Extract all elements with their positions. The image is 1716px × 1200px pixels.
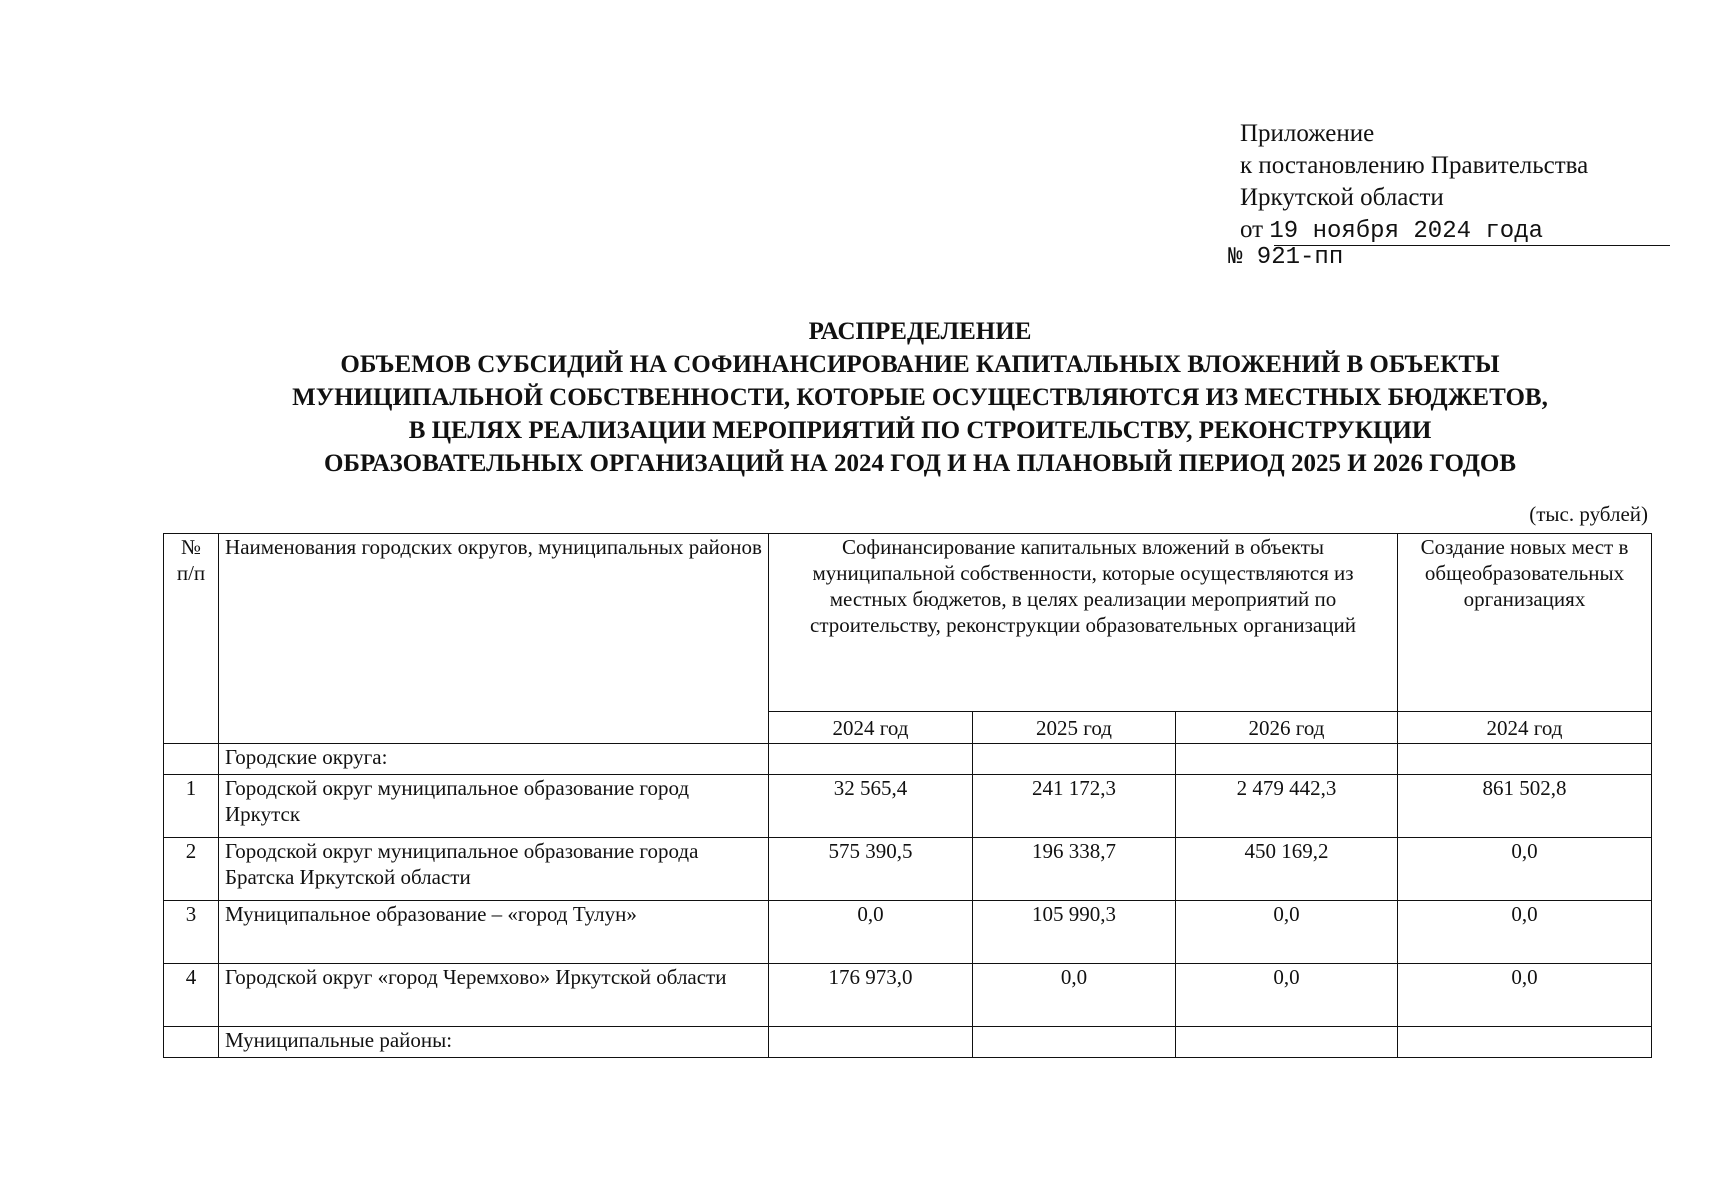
row-name: Городской округ муниципальное образование город Иркутск [219, 775, 769, 838]
section-label-districts: Муниципальные районы: [219, 1027, 769, 1058]
document-title [150, 315, 1690, 480]
appendix-block [1228, 118, 1589, 274]
subsidy-table [163, 533, 1652, 1058]
appendix-region: Иркутской области [1240, 184, 1444, 211]
cell-empty [769, 1027, 973, 1058]
value-new-places-2024: 861 502,8 [1398, 775, 1652, 838]
value-2025: 105 990,3 [973, 901, 1176, 964]
title-line-3: МУНИЦИПАЛЬНОЙ СОБСТВЕННОСТИ, КОТОРЫЕ ОСУЩЕСТВЛЯЮТСЯ ИЗ МЕСТНЫХ БЮДЖЕТОВ, [292, 384, 1548, 411]
units-label: (тыс. рублей) [1529, 502, 1648, 526]
header-year-2025: 2025 год [973, 712, 1176, 744]
value-2024: 32 565,4 [769, 775, 973, 838]
appendix-from-label: от [1240, 216, 1264, 243]
cell-empty [1398, 744, 1652, 775]
header-num: № п/п [164, 534, 219, 744]
cell-empty [164, 1027, 219, 1058]
appendix-date-line [1240, 214, 1588, 248]
title-line-1: РАСПРЕДЕЛЕНИЕ [808, 318, 1032, 345]
cell-empty [769, 744, 973, 775]
row-name: Городской округ муниципальное образование города Братска Иркутской области [219, 838, 769, 901]
row-name: Муниципальное образование – «город Тулун» [219, 901, 769, 964]
value-2024: 176 973,0 [769, 964, 973, 1027]
table-row [164, 901, 1652, 964]
appendix-title: Приложение [1240, 120, 1375, 147]
value-new-places-2024: 0,0 [1398, 901, 1652, 964]
value-2024: 575 390,5 [769, 838, 973, 901]
value-2025: 241 172,3 [973, 775, 1176, 838]
cell-empty [1398, 1027, 1652, 1058]
cell-empty [973, 744, 1176, 775]
cell-empty [1176, 744, 1398, 775]
table-row [164, 775, 1652, 838]
header-cofinancing: Софинансирование капитальных вложений в объекты муниципальной собственности, которые осуществляются из местных бюджетов, в целях реализации мероприятий по строительству, реконструкции образовательных организаций [769, 534, 1398, 712]
cell-empty [973, 1027, 1176, 1058]
row-name: Городской округ «город Черемхово» Иркутской области [219, 964, 769, 1027]
table-row [164, 964, 1652, 1027]
value-new-places-2024: 0,0 [1398, 838, 1652, 901]
title-line-4: В ЦЕЛЯХ РЕАЛИЗАЦИИ МЕРОПРИЯТИЙ ПО СТРОИТЕЛЬСТВУ, РЕКОНСТРУКЦИИ [408, 417, 1432, 444]
row-number: 1 [164, 775, 219, 838]
title-line-5: ОБРАЗОВАТЕЛЬНЫХ ОРГАНИЗАЦИЙ НА 2024 ГОД И НА ПЛАНОВЫЙ ПЕРИОД 2025 И 2026 ГОДОВ [323, 450, 1517, 477]
title-line-2: ОБЪЕМОВ СУБСИДИЙ НА СОФИНАНСИРОВАНИЕ КАПИТАЛЬНЫХ ВЛОЖЕНИЙ В ОБЪЕКТЫ [340, 351, 1500, 378]
table-row [164, 838, 1652, 901]
header-name: Наименования городских округов, муниципальных районов [219, 534, 769, 744]
row-number: 4 [164, 964, 219, 1027]
cell-empty [164, 744, 219, 775]
cell-empty [1176, 1027, 1398, 1058]
row-number: 3 [164, 901, 219, 964]
value-2025: 0,0 [973, 964, 1176, 1027]
value-new-places-2024: 0,0 [1398, 964, 1652, 1027]
section-row-districts [164, 1027, 1652, 1058]
header-year-2024: 2024 год [769, 712, 973, 744]
header-row-1 [164, 534, 1652, 712]
appendix-number: № 921-пп [1228, 244, 1344, 271]
value-2024: 0,0 [769, 901, 973, 964]
value-2026: 2 479 442,3 [1176, 775, 1398, 838]
header-new-places: Создание новых мест в общеобразовательных организациях [1398, 534, 1652, 712]
header-year-2026: 2026 год [1176, 712, 1398, 744]
header-new-places-2024: 2024 год [1398, 712, 1652, 744]
appendix-decree: к постановлению Правительства [1240, 152, 1589, 179]
section-label-urban: Городские округа: [219, 744, 769, 775]
date-underline [1274, 245, 1670, 246]
value-2026: 450 169,2 [1176, 838, 1398, 901]
value-2026: 0,0 [1176, 964, 1398, 1027]
section-row-urban [164, 744, 1652, 775]
value-2026: 0,0 [1176, 901, 1398, 964]
appendix-date: 19 ноября 2024 года [1269, 218, 1544, 245]
row-number: 2 [164, 838, 219, 901]
value-2025: 196 338,7 [973, 838, 1176, 901]
